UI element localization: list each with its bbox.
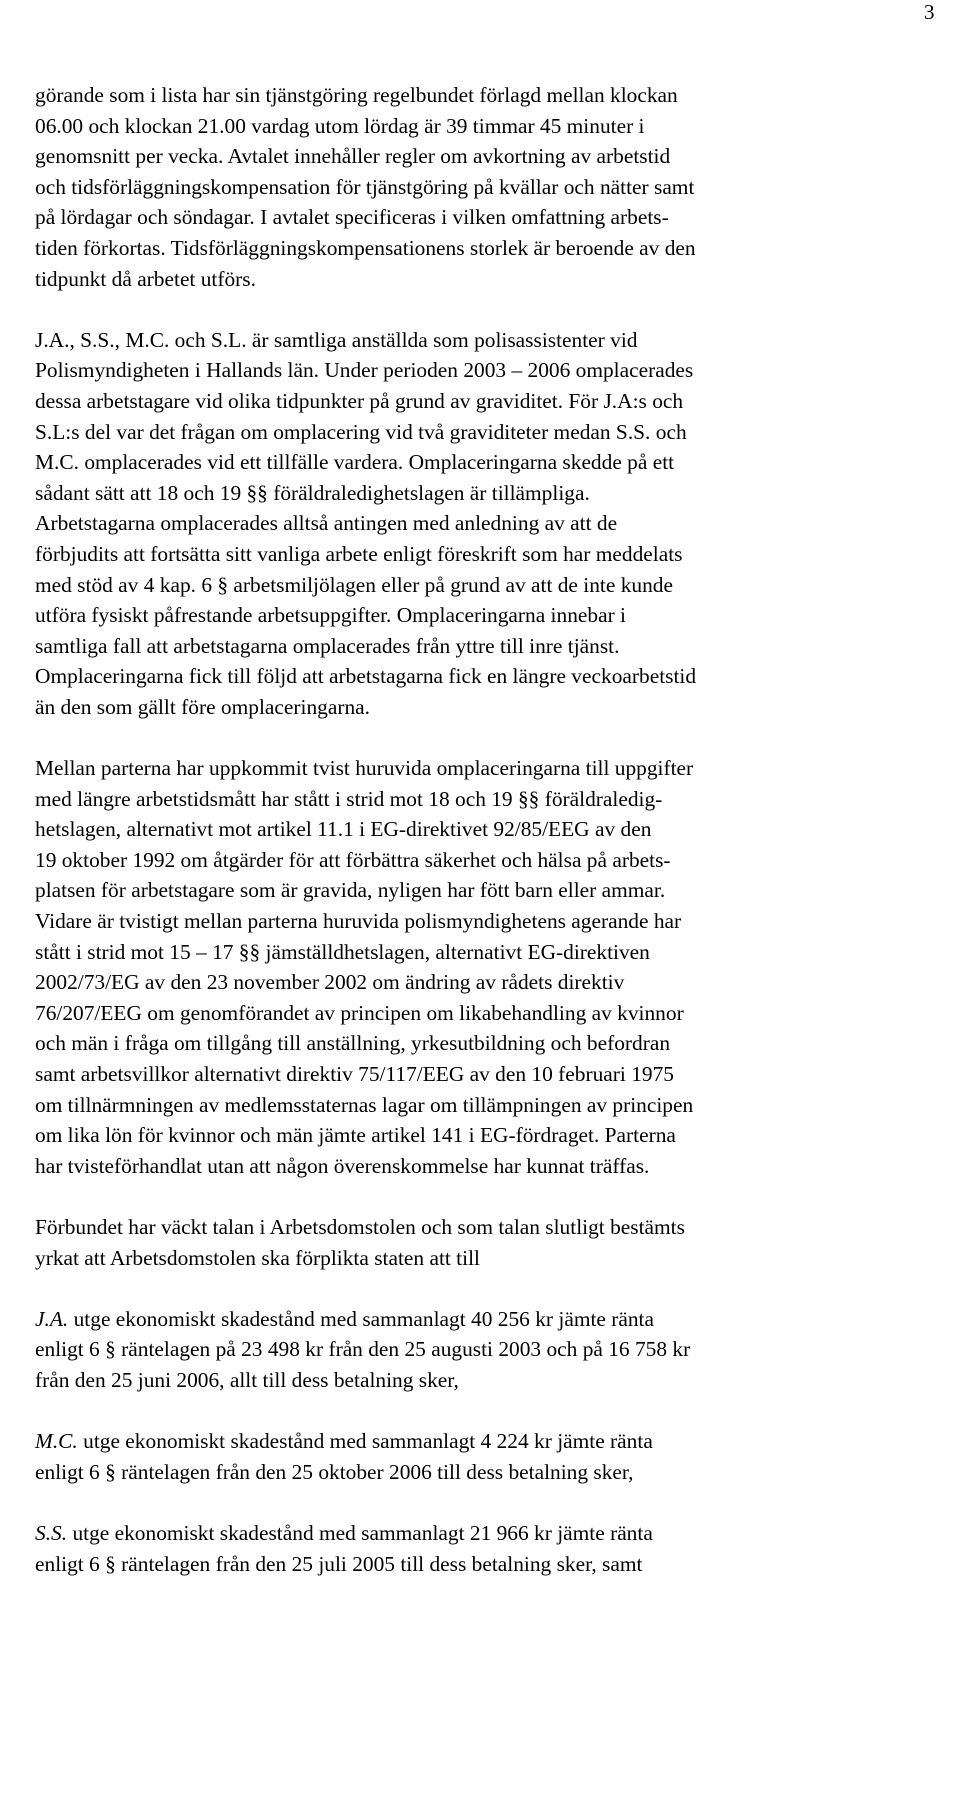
text-line: enligt 6 § räntelagen från den 25 oktober 2006 till dess betalning sker, (35, 1459, 634, 1484)
text-line: sådant sätt att 18 och 19 §§ föräldraledighetslagen är tillämpliga. (35, 480, 590, 505)
text-line: samt arbetsvillkor alternativt direktiv 75/117/EEG av den 10 februari 1975 (35, 1062, 674, 1086)
claimant-name: J.A. (35, 1306, 69, 1331)
paragraph-claim-intro (35, 1212, 935, 1273)
paragraph-employees (35, 325, 935, 723)
claimant-name: S.S. (35, 1520, 68, 1545)
claim-ja (35, 1304, 935, 1396)
text-line: stått i strid mot 15 – 17 §§ jämställdhetslagen, alternativt EG-direktiven (35, 939, 650, 964)
text-line: hetslagen, alternativt mot artikel 11.1 i EG-direktivet 92/85/EEG av den (35, 817, 652, 842)
text-line: har tvisteförhandlat utan att någon överenskommelse har kunnat träffas. (35, 1153, 650, 1178)
text-line: med längre arbetstidsmått har stått i strid mot 18 och 19 §§ föräldraledig- (35, 786, 663, 811)
text-line: från den 25 juni 2006, allt till dess betalning sker, (35, 1367, 459, 1392)
text-line (35, 1426, 935, 1457)
text-line: Vidare är tvistigt mellan parterna huruvida polismyndighetens agerande har (35, 909, 682, 934)
claim-text: utge ekonomiskt skadestånd med sammanlagt 4 224 kr jämte ränta (77, 1429, 653, 1454)
text-line: utföra fysiskt påfrestande arbetsuppgifter. Omplaceringarna innebar i (35, 603, 626, 628)
text-line: och män i fråga om tillgång till anställning, yrkesutbildning och befordran (35, 1031, 671, 1056)
text-line: och tidsförläggningskompensation för tjänstgöring på kvällar och nätter samt (35, 174, 695, 199)
text-line: enligt 6 § räntelagen på 23 498 kr från den 25 augusti 2003 och på 16 758 kr (35, 1337, 691, 1362)
claim-text: utge ekonomiskt skadestånd med sammanlagt 40 256 kr jämte ränta (68, 1306, 654, 1331)
text-line: på lördagar och söndagar. I avtalet specificeras i vilken omfattning arbets- (35, 205, 669, 230)
claim-mc (35, 1426, 935, 1487)
claim-text: utge ekonomiskt skadestånd med sammanlagt 21 966 kr jämte ränta (67, 1520, 653, 1545)
paragraph-dispute (35, 753, 935, 1181)
text-line: yrkat att Arbetsdomstolen ska förplikta staten att till (35, 1245, 480, 1270)
text-line: 2002/73/EG av den 23 november 2002 om ändring av rådets direktiv (35, 970, 625, 995)
text-line: 19 oktober 1992 om åtgärder för att förbättra säkerhet och hälsa på arbets- (35, 847, 671, 872)
text-line: 06.00 och klockan 21.00 vardag utom lördag är 39 timmar 45 minuter i (35, 113, 645, 138)
text-line: platsen för arbetstagare som är gravida, nyligen har fött barn eller ammar. (35, 878, 666, 903)
text-line: tidpunkt då arbetet utförs. (35, 266, 256, 291)
text-line: Arbetstagarna omplacerades alltså antingen med anledning av att de (35, 511, 618, 536)
text-line: dessa arbetstagare vid olika tidpunkter på grund av graviditet. För J.A:s och (35, 388, 684, 413)
text-line: samtliga fall att arbetstagarna omplacerades från yttre till inre tjänst. (35, 633, 620, 658)
claim-ss (35, 1518, 935, 1579)
text-line: Polismyndigheten i Hallands län. Under perioden 2003 – 2006 omplacerades (35, 358, 694, 383)
page-number: 3 (924, 0, 935, 24)
text-line: görande som i lista har sin tjänstgöring regelbundet förlagd mellan klockan (35, 83, 678, 107)
text-line: förbjudits att fortsätta sitt vanliga arbete enligt föreskrift som har meddelats (35, 541, 683, 566)
text-line: J.A., S.S., M.C. och S.L. är samtliga anställda som polisassistenter vid (35, 327, 638, 352)
text-line: S.L:s del var det frågan om omplacering vid två graviditeter medan S.S. och (35, 419, 687, 444)
text-line (35, 1518, 935, 1549)
text-line: tiden förkortas. Tidsförläggningskompensationens storlek är beroende av den (35, 235, 696, 260)
text-line: Omplaceringarna fick till följd att arbetstagarna fick en längre veckoarbetstid (35, 664, 697, 689)
text-line: än den som gällt före omplaceringarna. (35, 694, 370, 719)
text-line: Mellan parterna har uppkommit tvist huruvida omplaceringarna till uppgifter (35, 756, 694, 781)
text-line: med stöd av 4 kap. 6 § arbetsmiljölagen eller på grund av att de inte kunde (35, 572, 673, 597)
text-line: 76/207/EEG om genomförandet av principen om likabehandling av kvinnor (35, 1000, 684, 1025)
document-body (35, 80, 935, 1579)
paragraph-working-hours (35, 80, 935, 294)
text-line: om tillnärmningen av medlemsstaternas lagar om tillämpningen av principen (35, 1092, 694, 1117)
text-line: om lika lön för kvinnor och män jämte artikel 141 i EG-fördraget. Parterna (35, 1123, 676, 1148)
claimant-name: M.C. (35, 1429, 78, 1454)
text-line: enligt 6 § räntelagen från den 25 juli 2005 till dess betalning sker, samt (35, 1551, 643, 1576)
text-line: genomsnitt per vecka. Avtalet innehåller regler om avkortning av arbetstid (35, 144, 671, 169)
text-line (35, 1304, 935, 1335)
text-line: M.C. omplacerades vid ett tillfälle vardera. Omplaceringarna skedde på ett (35, 450, 675, 475)
text-line: Förbundet har väckt talan i Arbetsdomstolen och som talan slutligt bestämts (35, 1214, 685, 1239)
